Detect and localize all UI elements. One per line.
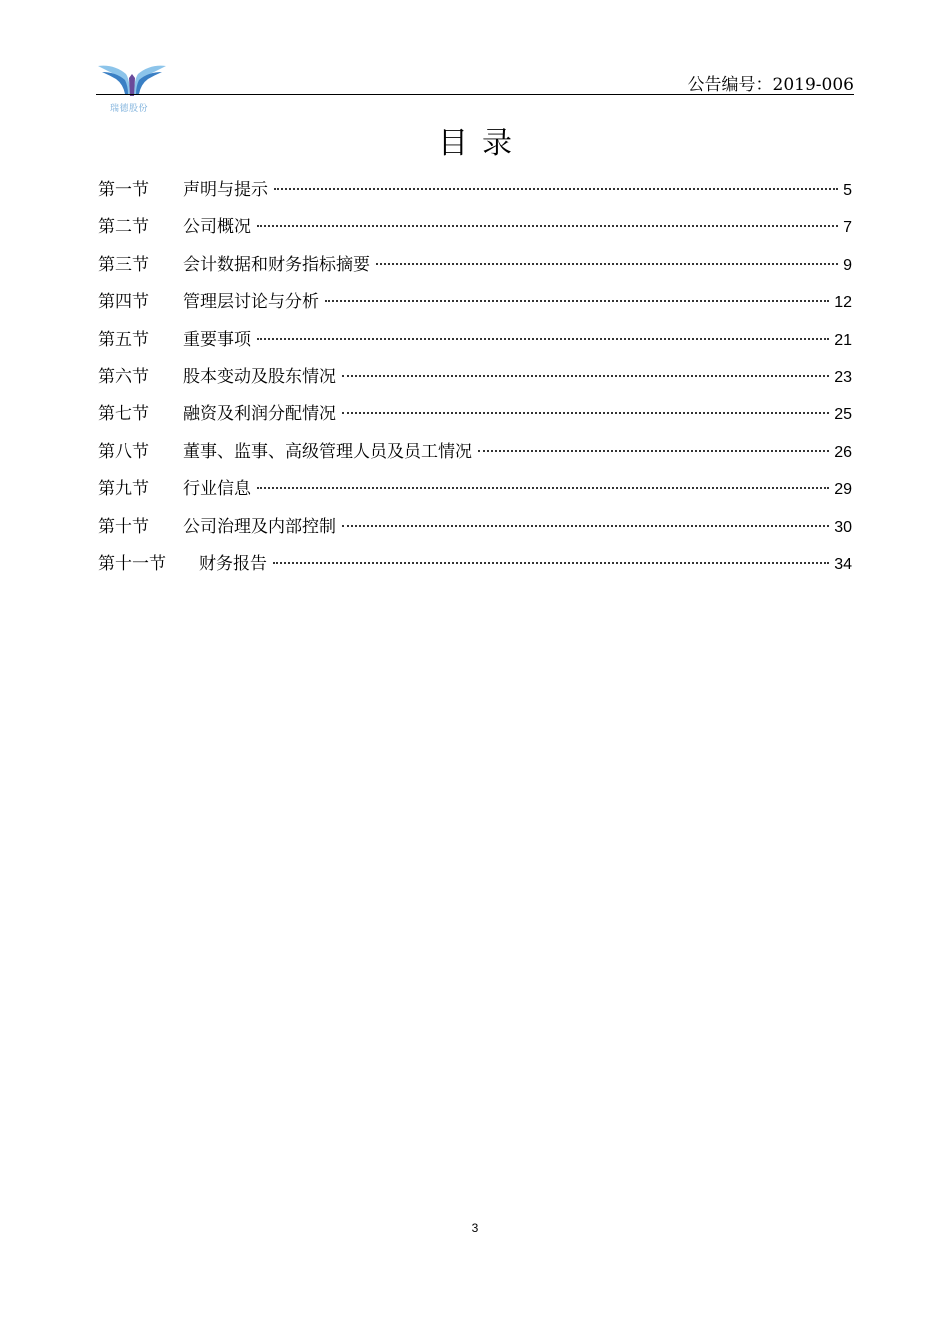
toc-leader-dots: [376, 263, 838, 265]
toc-section-title: 董事、监事、高级管理人员及员工情况: [183, 441, 472, 462]
toc-section-title: 财务报告: [199, 553, 267, 574]
toc-section-title: 会计数据和财务指标摘要: [183, 254, 370, 275]
toc-section-title: 股本变动及股东情况: [183, 366, 336, 387]
toc-leader-dots: [257, 225, 838, 227]
wings-logo-icon: [96, 60, 168, 104]
toc-page-number: 9: [843, 256, 852, 274]
toc-entry[interactable]: [98, 398, 852, 435]
toc-leader-dots: [325, 300, 829, 302]
toc-page-number: 34: [834, 555, 852, 573]
company-logo: [96, 60, 168, 112]
toc-leader-dots: [342, 412, 829, 414]
toc-leader-dots: [478, 450, 829, 452]
toc-entry[interactable]: [98, 286, 852, 323]
toc-page-number: 5: [843, 182, 852, 199]
toc-entry[interactable]: [98, 436, 852, 473]
toc-page-number: 7: [843, 219, 852, 237]
toc-page-number: 30: [834, 518, 852, 536]
toc-section-title: 公司治理及内部控制: [183, 516, 336, 537]
toc-section-title: 融资及利润分配情况: [183, 404, 336, 425]
toc-entry[interactable]: [98, 361, 852, 398]
toc-leader-dots: [273, 562, 829, 564]
toc-section-title: 声明与提示: [183, 180, 268, 200]
toc-entry[interactable]: [98, 249, 852, 286]
toc-section-number: 第八节: [98, 441, 149, 462]
toc-entry[interactable]: [98, 548, 852, 585]
toc-page-number: 26: [834, 443, 852, 461]
toc-entry[interactable]: [98, 324, 852, 361]
toc-page-number: 23: [834, 368, 852, 386]
toc-section-number: 第十节: [98, 516, 149, 537]
toc-section-title: 公司概况: [183, 217, 251, 238]
toc-section-number: 第五节: [98, 329, 149, 350]
toc-entry[interactable]: [98, 511, 852, 548]
toc-section-number: 第二节: [98, 217, 149, 238]
toc-page-number: 29: [834, 481, 852, 499]
announcement-number: 公告编号：2019-006: [687, 75, 854, 95]
logo-text: 瑞德股份: [110, 104, 149, 114]
toc-section-number: 第四节: [98, 292, 149, 313]
toc-section-number: 第六节: [98, 366, 149, 387]
toc-entry[interactable]: [98, 211, 852, 248]
page-number: 3: [471, 1221, 479, 1235]
toc-leader-dots: [342, 525, 829, 527]
toc-section-number: 第十一节: [98, 553, 166, 574]
toc-page-number: 21: [834, 331, 852, 349]
toc-page-number: 25: [834, 406, 852, 424]
toc-page-number: 12: [834, 294, 852, 312]
toc-section-title: 行业信息: [183, 479, 251, 500]
page-header: [96, 56, 854, 114]
table-of-contents: [98, 174, 852, 585]
toc-section-title: 重要事项: [183, 329, 251, 350]
toc-leader-dots: [257, 338, 829, 340]
toc-entry[interactable]: [98, 473, 852, 510]
header-divider: [96, 94, 854, 95]
toc-section-number: 第九节: [98, 479, 149, 500]
toc-section-number: 第一节: [98, 180, 149, 200]
toc-leader-dots: [342, 375, 829, 377]
toc-leader-dots: [274, 188, 838, 190]
toc-leader-dots: [257, 487, 829, 489]
toc-entry[interactable]: [98, 174, 852, 211]
page-title: 目录: [438, 126, 526, 161]
toc-section-number: 第七节: [98, 404, 149, 425]
toc-section-number: 第三节: [98, 254, 149, 275]
toc-section-title: 管理层讨论与分析: [183, 292, 319, 313]
